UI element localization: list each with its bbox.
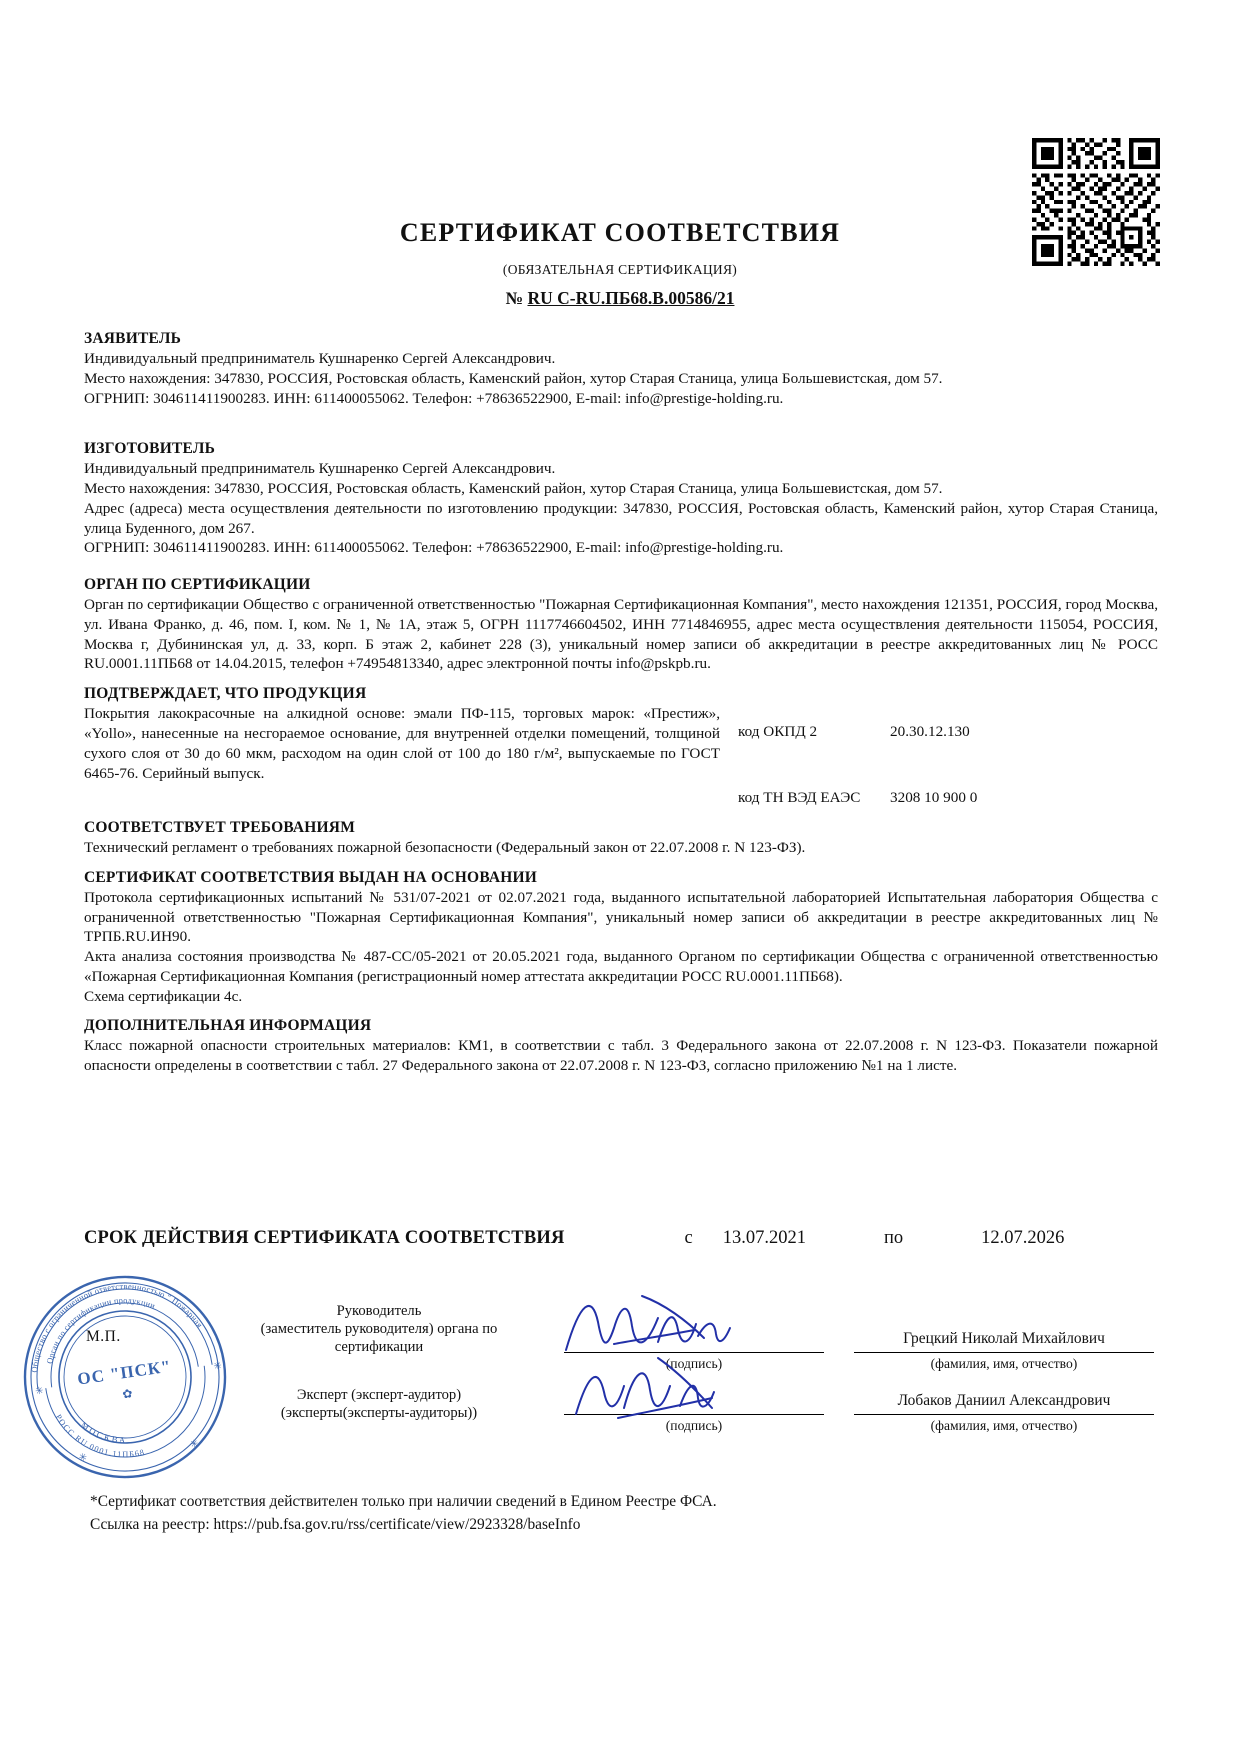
role-head-line-2: (заместитель руководителя) органа по [260,1321,498,1338]
number-value: RU C-RU.ПБ68.В.00586/21 [527,288,735,308]
head-name: Грецкий Николай Михайлович [903,1330,1105,1347]
basis-heading: СЕРТИФИКАТ СООТВЕТСТВИЯ ВЫДАН НА ОСНОВАНИИ [84,868,538,886]
official-stamp [18,1270,233,1485]
section-applicant [84,330,1158,408]
role-expert-line-2: (эксперты(эксперты-аудиторы)) [280,1405,478,1422]
svg-text:✳: ✳ [78,1452,88,1465]
manufacturer-line-1: Индивидуальный предприниматель Кушнаренко Сергей Александрович. [84,460,556,478]
svg-text:✳: ✳ [189,1438,200,1451]
mp-label: М.П. [86,1328,121,1345]
svg-text:ОС "ПСК": ОС "ПСК" [76,1356,173,1389]
code-okpd2-value: 20.30.12.130 [890,723,970,740]
certification-body-heading: ОРГАН ПО СЕРТИФИКАЦИИ [84,576,311,593]
role-head-line-1: Руководитель [336,1303,422,1319]
head-name-line [854,1352,1154,1353]
expert-handwritten-signature [562,1348,782,1434]
svg-text:Общество с ограниченной ответс: Общество с ограниченной ответственностью " Пожарная [30,1281,205,1373]
product-codes [720,704,1158,808]
manufacturer-line-2: Место нахождения: 347830, РОССИЯ, Ростовская область, Каменский район, хутор Старая Станица, улица Большевистская, дом 57. [84,480,943,497]
role-expert [244,1386,514,1422]
section-requirements [84,819,1158,858]
validity-row [84,1228,1158,1249]
page-title: СЕРТИФИКАТ СООТВЕТСТВИЯ [399,218,841,247]
code-tnved-label: код ТН ВЭД ЕАЭС [738,789,861,807]
head-signature-caption: (подпись) [665,1356,723,1371]
page-subtitle: (ОБЯЗАТЕЛЬНАЯ СЕРТИФИКАЦИЯ) [502,262,738,277]
basis-paragraph-3: Схема сертификации 4с. [84,987,243,1005]
applicant-line-1: Индивидуальный предприниматель Кушнаренко Сергей Александрович. [84,350,556,367]
svg-text:✳: ✳ [212,1360,223,1373]
section-manufacturer [84,440,1158,558]
role-expert-line-1: Эксперт (эксперт-аудитор) [296,1387,462,1403]
svg-text:Орган по сертификации продукци: Орган по сертификации продукции [45,1295,157,1365]
basis-paragraph-2: Акта анализа состояния производства № 487-СС/05-2021 от 20.05.2021 года, выданного Органом по сертификации Общества с ограниченной ответственностью «Пожарная Сертификационная Компания (регистрационный номер аттестата аккредитации РОСС RU.0001.11ПБ68). [84,948,1158,985]
product-description: Покрытия лакокрасочные на алкидной основе: эмали ПФ-115, торговых марок: «Престиж», «Yollo», нанесенные на несгораемое основание, для внутренней отделки помещений, толщиной сухого слоя от 30 до 60 мкм, расходом на один слой от 100 до 180 г/м², выпускаемые по ГОСТ 6465-76. Серийный выпуск. [84,705,720,783]
validity-from-label: с [684,1228,693,1248]
manufacturer-heading: ИЗГОТОВИТЕЛЬ [84,440,216,458]
validity-title: СРОК ДЕЙСТВИЯ СЕРТИФИКАТА СООТВЕТСТВИЯ [84,1228,565,1248]
additional-heading: ДОПОЛНИТЕЛЬНАЯ ИНФОРМАЦИЯ [84,1017,372,1035]
role-head [244,1302,514,1357]
svg-text:РОСС RU.0001.11ПБ68: РОСС RU.0001.11ПБ68 [53,1412,147,1460]
applicant-line-2: Место нахождения: 347830, РОССИЯ, Ростовская область, Каменский район, хутор Старая Станица, улица Большевистская, дом 57. [84,369,943,387]
section-additional-info [84,1017,1158,1076]
expert-name-line [854,1414,1154,1415]
requirements-heading: СООТВЕТСТВУЕТ ТРЕБОВАНИЯМ [84,819,356,837]
applicant-body [84,349,1158,408]
expert-name: Лобаков Даниил Александрович [897,1392,1111,1409]
validity-to-date: 12.07.2026 [981,1228,1065,1248]
svg-text:✳: ✳ [34,1385,45,1398]
applicant-heading: ЗАЯВИТЕЛЬ [84,330,182,347]
validity-to-label: по [884,1228,904,1248]
footnote-line-2: Ссылка на реестр: https://pub.fsa.gov.ru/rss/certificate/view/2923328/baseInfo [90,1516,581,1534]
manufacturer-line-4: ОГРНИП: 304611411900283. ИНН: 611400055062. Телефон: +78636522900, E-mail: info@prestige-holding.ru. [84,539,784,557]
code-tnved [738,788,1158,808]
role-head-line-3: сертификации [334,1339,424,1356]
manufacturer-line-3: Адрес (адреса) места осуществления деятельности по изготовлению продукции: 347830, РОССИЯ, Ростовская область, Каменский район, хутор Старая Станица, улица Буденного, дом 267. [84,499,1158,537]
head-name-caption: (фамилия, имя, отчество) [930,1356,1078,1371]
footnote [90,1490,1140,1536]
manufacturer-body [84,459,1158,558]
additional-text: Класс пожарной опасности строительных материалов: КМ1, в соответствии с табл. 3 Федерального закона от 22.07.2008 г. N 123-ФЗ. Показатели пожарной опасности определены в соответствии с табл. 27 Федерального закона от 22.07.2008 г. N 123-ФЗ, согласно приложению №1 на 1 листе. [84,1037,1158,1075]
footnote-line-1: *Сертификат соответствия действителен только при наличии сведений в Едином Реестре ФСА. [90,1493,717,1510]
certification-body-text: Орган по сертификации Общество с ограниченной ответственностью "Пожарная Сертификационная Компания", место нахождения 121351, РОССИЯ, город Москва, ул. Ивана Франко, д. 46, пом. I, ком. № 1, № 1А, этаж 5, ОГРН 1117746604502, ИНН 7714846955, адрес места осуществления деятельности 115054, РОССИЯ, Москва г, Дубининская ул, д. 33, корп. Б этаж 2, кабинет 228 (3), уникальный номер записи об аккредитации в реестре аккредитованных лиц № РОСС RU.0001.11ПБ68 от 14.04.2015, телефон +74954813340, адрес электронной почты info@pskpb.ru. [84,596,1158,673]
code-okpd2 [738,722,1158,742]
code-okpd2-label: код ОКПД 2 [738,723,818,740]
validity-from-date: 13.07.2021 [722,1228,806,1248]
expert-name-caption: (фамилия, имя, отчество) [930,1418,1078,1433]
svg-text:✿: ✿ [121,1386,134,1402]
requirements-text: Технический регламент о требованиях пожарной безопасности (Федеральный закон от 22.07.2008 г. N 123-ФЗ). [84,839,806,857]
svg-text:МОСКВА: МОСКВА [79,1419,128,1446]
basis-body [84,888,1158,1007]
product-heading: ПОДТВЕРЖДАЕТ, ЧТО ПРОДУКЦИЯ [84,685,367,702]
section-certification-body [84,576,1158,674]
section-product [84,685,1158,808]
expert-signature-caption: (подпись) [665,1418,723,1433]
basis-paragraph-1: Протокола сертификационных испытаний № 531/07-2021 от 02.07.2021 года, выданного испытательной лабораторией Испытательная лаборатория Общества с ограниченной ответственностью "Пожарная Сертификационная Компания", уникальный номер записи об аккредитации в реестре аккредитованных лиц № ТРПБ.RU.ИН90. [84,888,1158,946]
certificate-body [84,330,1158,1078]
code-tnved-value: 3208 10 900 0 [890,789,978,807]
certificate-number [0,288,1240,309]
applicant-line-3: ОГРНИП: 304611411900283. ИНН: 611400055062. Телефон: +78636522900, E-mail: info@prestige-holding.ru. [84,389,784,407]
number-prefix: № [505,288,524,308]
section-basis [84,869,1158,1007]
